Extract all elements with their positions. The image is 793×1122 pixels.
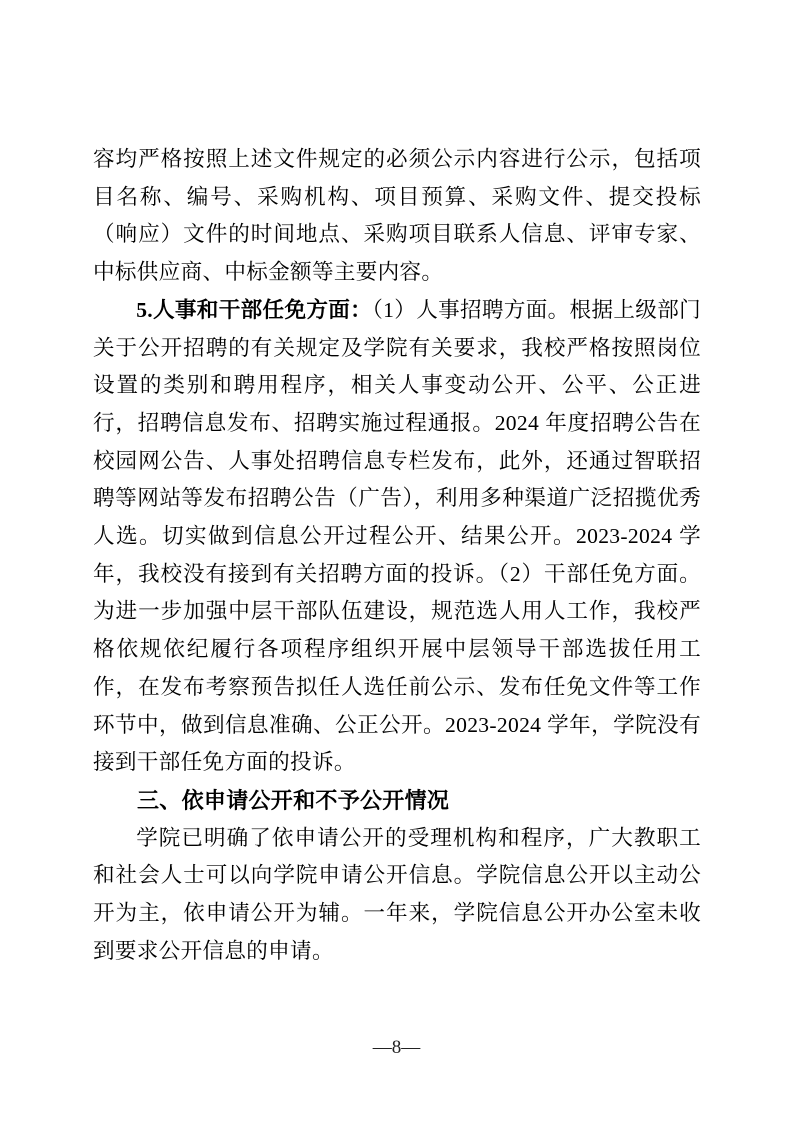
paragraph-personnel-appointments — [93, 292, 701, 782]
page-number: —8— — [372, 1037, 421, 1058]
paragraph-personnel-lead: 5.人事和干部任免方面： — [136, 297, 373, 322]
paragraph-request-disclosure: 学院已明确了依申请公开的受理机构和程序，广大教职工和社会人士可以向学院申请公开信息。学院信息公开以主动公开为主，依申请公开为辅。一年来，学院信息公开办公室未收到要求公开信息的申请。 — [93, 825, 701, 963]
page-footer — [0, 1036, 793, 1060]
section-heading-disclosure-upon-request: 三、依申请公开和不予公开情况 — [137, 787, 450, 813]
document-body — [93, 141, 701, 970]
paragraph-procurement-disclosure: 容均严格按照上述文件规定的必须公示内容进行公示，包括项目名称、编号、采购机构、项目预算、采购文件、提交投标（响应）文件的时间地点、采购项目联系人信息、评审专家、中标供应商、中标金额等主要内容。 — [93, 147, 701, 285]
paragraph-personnel-text: （1）人事招聘方面。根据上级部门关于公开招聘的有关规定及学院有关要求，我校严格按照岗位设置的类别和聘用程序，相关人事变动公开、公平、公正进行，招聘信息发布、招聘实施过程通报。2024 年度招聘公告在校园网公告、人事处招聘信息专栏发布，此外，还通过智联招聘等网站等发布招聘公告（广告），利用多种渠道广泛招揽优秀人选。切实做到信息公开过程公开、结果公开。2023-2024 学年，我校没有接到有关招聘方面的投诉。（2）干部任免方面。为进一步加强中层干部队伍建设，规范选人用人工作，我校严格依规依纪履行各项程序组织开展中层领导干部选拔任用工作，在发布考察预告拟任人选任前公示、发布任免文件等工作环节中，做到信息准确、公正公开。2023-2024 学年，学院没有接到干部任免方面的投诉。 — [93, 297, 701, 775]
